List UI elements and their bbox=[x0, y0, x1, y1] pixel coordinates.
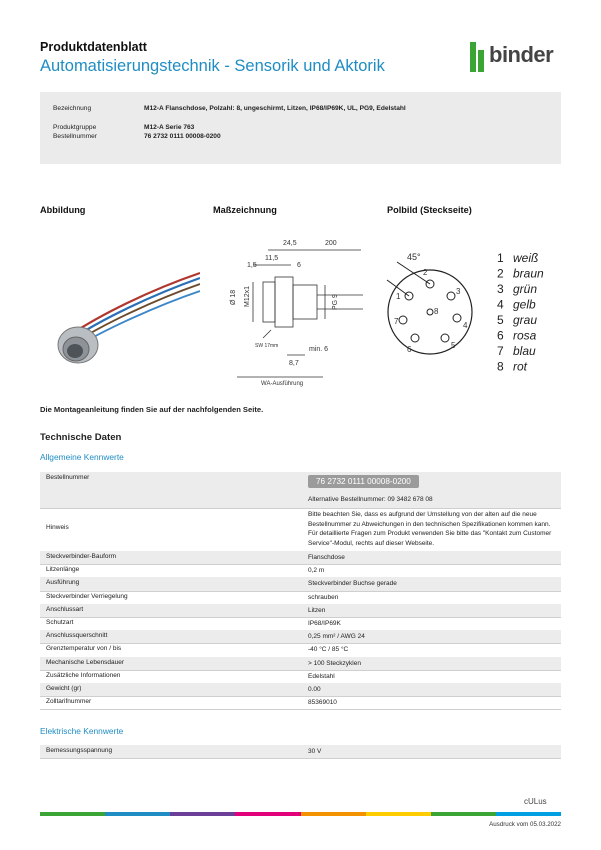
table-row bbox=[40, 670, 561, 684]
bestellnummer-key: Bestellnummer bbox=[46, 474, 90, 481]
table-row bbox=[40, 696, 561, 710]
hinweis-key: Hinweis bbox=[46, 524, 69, 531]
svg-text:8: 8 bbox=[434, 307, 439, 316]
row-key: Gewicht (gr) bbox=[46, 685, 82, 692]
bestellnummer-value: 76 2732 0111 00008-0200 bbox=[144, 133, 221, 140]
table-row bbox=[40, 604, 561, 618]
binder-logo bbox=[470, 42, 565, 72]
table-row bbox=[40, 657, 561, 671]
row-key: Mechanische Lebensdauer bbox=[46, 658, 125, 666]
pin-color: gelb bbox=[513, 297, 536, 312]
color-bar-segment bbox=[366, 812, 431, 816]
pin-color: rosa bbox=[513, 328, 537, 343]
svg-text:1: 1 bbox=[396, 292, 401, 301]
pin-number: 2 bbox=[497, 266, 504, 281]
logo-bar bbox=[478, 50, 484, 72]
pin-color: grün bbox=[513, 282, 538, 296]
dimension-drawing bbox=[213, 225, 373, 395]
row-key: Steckverbinder-Bauform bbox=[46, 553, 117, 560]
color-bar-segment bbox=[105, 812, 170, 816]
color-bar bbox=[40, 812, 561, 816]
row-key: Anschlussart bbox=[46, 605, 84, 613]
dim-min6: min. 6 bbox=[309, 346, 329, 353]
row-key: Bemessungsspannung bbox=[46, 747, 113, 754]
row-key: Zolltarifnummer bbox=[46, 698, 92, 706]
row-key: Zusätzliche Informationen bbox=[46, 671, 121, 679]
row-value: 85369010 bbox=[308, 699, 337, 707]
dim-m12: M12x1 bbox=[244, 285, 251, 307]
pin-number: 4 bbox=[497, 297, 504, 312]
color-bar-segment bbox=[301, 812, 366, 816]
row-value: 0,2 m bbox=[308, 567, 325, 575]
bestellnummer-pill: 76 2732 0111 00008-0200 bbox=[308, 475, 419, 488]
pin-color: rot bbox=[513, 359, 528, 374]
pin-color: grau bbox=[513, 313, 538, 327]
page-subtitle: Automatisierungstechnik - Sensorik und Aktorik bbox=[40, 57, 385, 75]
dim-wa: WA-Ausführung bbox=[261, 381, 304, 387]
produktgruppe-label: Produktgruppe bbox=[53, 124, 97, 131]
pin-number: 5 bbox=[497, 313, 504, 327]
row-value: Flanschdose bbox=[308, 554, 345, 561]
table-row bbox=[40, 630, 561, 644]
table-row bbox=[40, 551, 561, 565]
table-row bbox=[40, 591, 561, 605]
pin-number: 8 bbox=[497, 359, 504, 374]
pin-color: weiß bbox=[513, 251, 539, 265]
row-value: Litzen bbox=[308, 606, 326, 614]
row-key: Anschlussquerschnitt bbox=[46, 632, 108, 640]
alt-bestellnummer: Alternative Bestellnummer: 09 3482 678 08 bbox=[308, 496, 433, 503]
bezeichnung-label: Bezeichnung bbox=[53, 105, 92, 112]
bezeichnung-value: M12-A Flanschdose, Polzahl: 8, ungeschirmt, Litzen, IP68/IP69K, UL, PG9, Edelstahl bbox=[144, 105, 406, 112]
color-bar-segment bbox=[170, 812, 235, 816]
row-key: Schutzart bbox=[46, 619, 74, 626]
color-bar-segment bbox=[496, 812, 561, 816]
color-bar-segment bbox=[40, 812, 105, 816]
product-image bbox=[40, 245, 200, 375]
dim-1-5: 1,5 bbox=[247, 262, 257, 269]
pin-number: 1 bbox=[497, 251, 504, 265]
bestellnummer-label: Bestellnummer bbox=[53, 133, 97, 140]
pin-color: blau bbox=[513, 344, 536, 358]
dim-8-7: 8,7 bbox=[289, 360, 299, 367]
print-date: Ausdruck vom 05.03.2022 bbox=[489, 821, 561, 828]
row-value: -40 °C / 85 °C bbox=[308, 646, 349, 654]
svg-text:7: 7 bbox=[394, 317, 399, 326]
svg-text:3: 3 bbox=[456, 287, 461, 296]
row-value: 0.00 bbox=[308, 686, 321, 693]
row-value: 30 V bbox=[308, 748, 322, 755]
table-row bbox=[40, 683, 561, 697]
polbild-heading: Polbild (Steckseite) bbox=[387, 205, 472, 215]
dim-sw: SW 17mm bbox=[255, 343, 279, 349]
row-key: Ausführung bbox=[46, 579, 80, 587]
row-key: Steckverbinder Verriegelung bbox=[46, 592, 128, 600]
electrical-heading: Elektrische Kennwerte bbox=[40, 726, 124, 736]
color-bar-segment bbox=[235, 812, 300, 816]
row-value: Steckverbinder Buchse gerade bbox=[308, 580, 397, 588]
technical-data-heading: Technische Daten bbox=[40, 432, 122, 443]
table-row bbox=[40, 745, 561, 759]
produktgruppe-value: M12-A Serie 763 bbox=[144, 124, 195, 131]
row-key: Grenztemperatur von / bis bbox=[46, 645, 122, 653]
pole-diagram bbox=[385, 240, 565, 380]
svg-text:6: 6 bbox=[407, 345, 412, 354]
pin-number: 6 bbox=[497, 328, 504, 343]
dim-pg9: PG 9 bbox=[332, 294, 339, 310]
angle-label: 45° bbox=[407, 252, 421, 262]
row-value: > 100 Steckzyklen bbox=[308, 659, 361, 667]
row-key: Litzenlänge bbox=[46, 566, 80, 574]
row-value: IP68/IP69K bbox=[308, 620, 341, 627]
product-info-box bbox=[40, 92, 561, 164]
logo-bar bbox=[470, 42, 476, 72]
pin-number: 7 bbox=[497, 344, 504, 358]
dim-6: 6 bbox=[297, 262, 301, 269]
dim-24-5: 24,5 bbox=[283, 240, 297, 247]
color-bar-segment bbox=[431, 812, 496, 816]
row-value: 0,25 mm² / AWG 24 bbox=[308, 633, 365, 641]
dim-200: 200 bbox=[325, 240, 337, 247]
svg-text:2: 2 bbox=[423, 268, 428, 277]
document-type: Produktdatenblatt bbox=[40, 40, 147, 54]
table-row bbox=[40, 577, 561, 591]
row-value: Edelstahl bbox=[308, 672, 335, 680]
table-row bbox=[40, 564, 561, 578]
dim-11-5: 11,5 bbox=[265, 255, 279, 262]
hinweis-value: Bitte beachten Sie, dass es aufgrund der Umstellung von der alten auf die neue Bestellnummer zu Abweichungen in den technischen Spezifikationen kommen kann. Für detaillierte Fragen zum Produkt verwenden Sie bitte das "Kontakt zum Customer Service"-Modul, rechts auf dieser Webseite. bbox=[308, 511, 552, 547]
pin-number: 3 bbox=[497, 282, 504, 296]
dim-d18: Ø 18 bbox=[230, 289, 237, 305]
abbildung-heading: Abbildung bbox=[40, 205, 86, 215]
table-row bbox=[40, 643, 561, 657]
table-row bbox=[40, 508, 561, 552]
svg-text:4: 4 bbox=[463, 321, 468, 330]
table-row bbox=[40, 617, 561, 631]
assembly-note: Die Montageanleitung finden Sie auf der nachfolgenden Seite. bbox=[40, 405, 264, 414]
svg-text:5: 5 bbox=[451, 341, 456, 350]
table-row bbox=[40, 472, 561, 509]
cul-us-mark: cULus bbox=[524, 797, 547, 806]
pin-color-list bbox=[497, 251, 544, 374]
logo-text: binder bbox=[489, 42, 554, 67]
masszeichnung-heading: Maßzeichnung bbox=[213, 205, 277, 215]
pin-color: braun bbox=[513, 266, 544, 281]
row-value: schrauben bbox=[308, 593, 339, 601]
general-heading: Allgemeine Kennwerte bbox=[40, 452, 124, 462]
